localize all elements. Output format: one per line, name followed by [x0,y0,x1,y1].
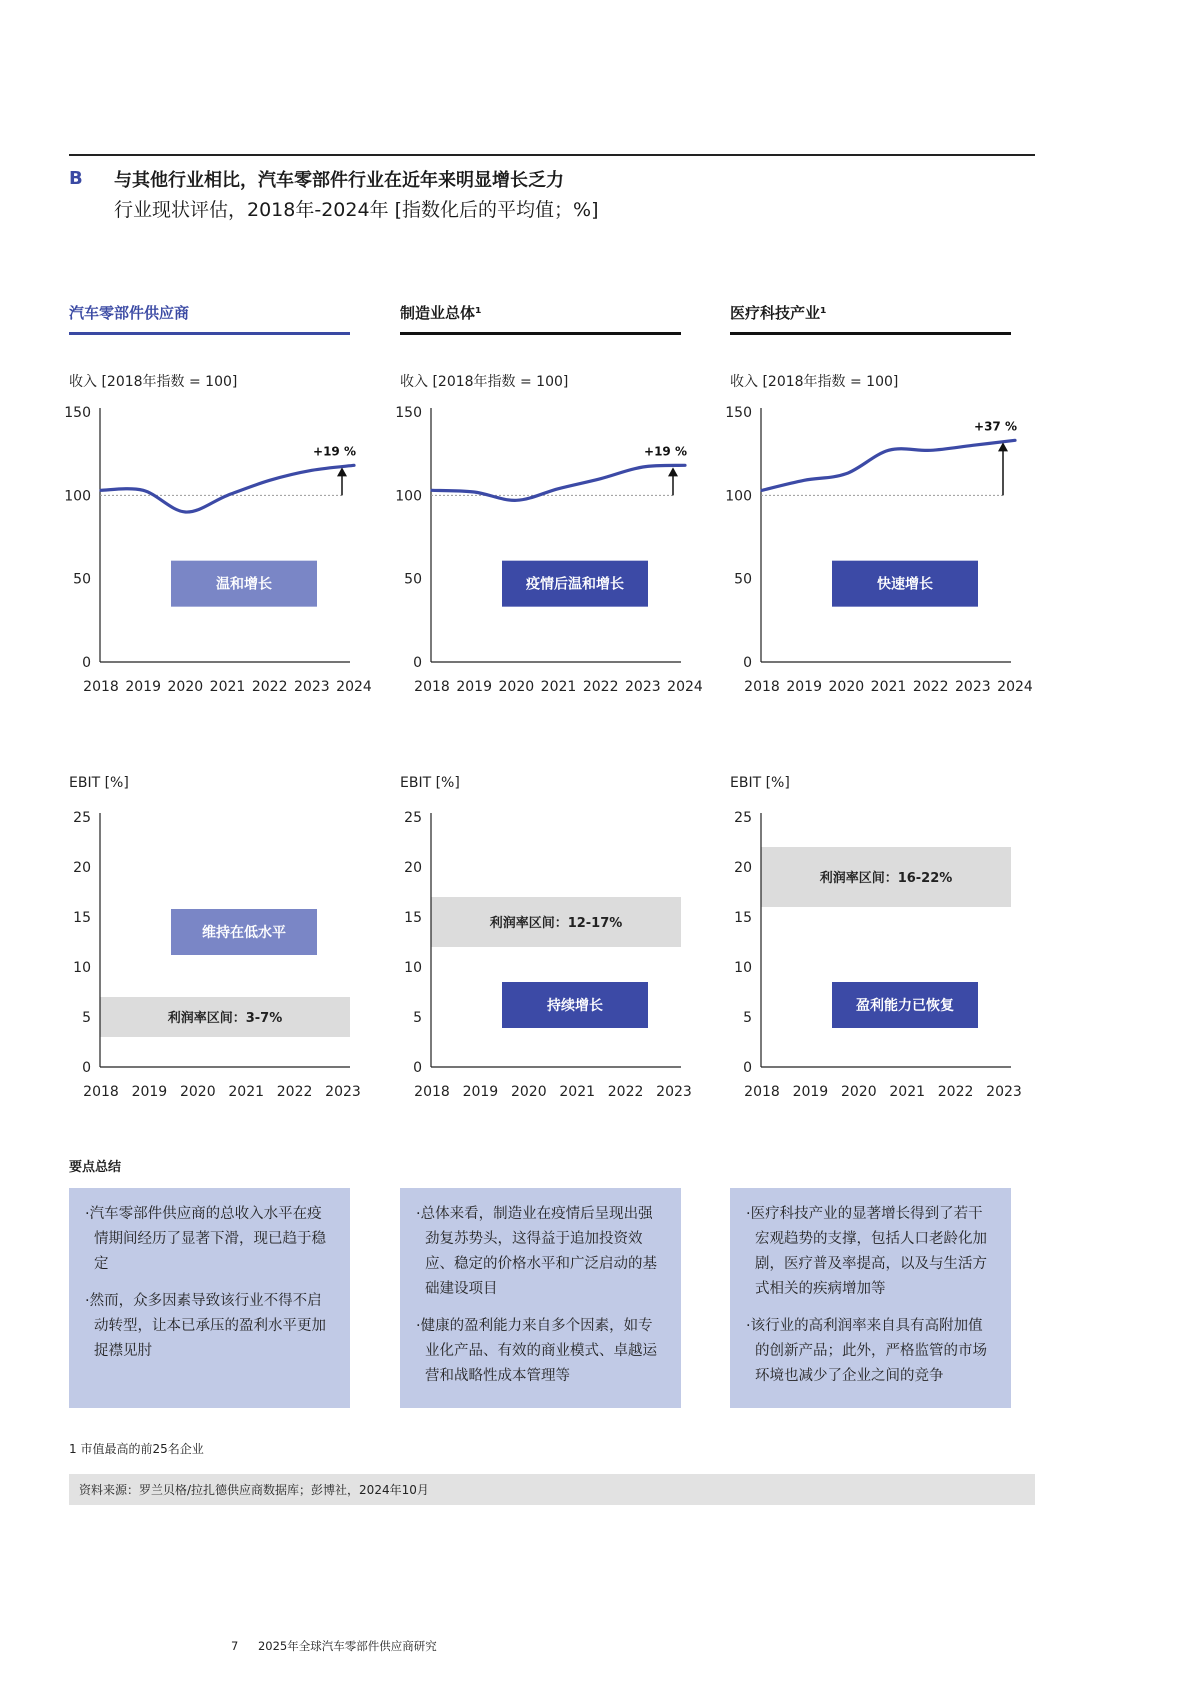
x-tick-label: 2024 [667,679,703,695]
x-tick-label: 2019 [462,1084,499,1100]
column-rule-medtech [730,332,1011,335]
revenue-chart-auto-suppliers [64,400,400,730]
growth-change-label: +19 % [313,444,356,459]
y-tick-label: 15 [404,910,422,926]
x-tick-label: 2019 [456,679,492,695]
x-tick-label: 2018 [414,679,450,695]
growth-change-label: +19 % [644,444,687,459]
y-tick-label: 100 [64,488,91,505]
revenue-axis-title: 收入 [2018年指数 = 100] [400,374,569,390]
trend-tag-label: 持续增长 [547,998,603,1014]
y-tick-label: 25 [73,810,91,826]
x-tick-label: 2020 [840,1084,877,1100]
x-tick-label: 2021 [540,679,577,695]
growth-arrow-head [337,467,347,476]
y-tick-label: 15 [734,910,752,926]
margin-band-label: 利润率区间：16-22% [819,871,953,886]
y-tick-label: 0 [743,1060,752,1076]
y-tick-label: 0 [82,655,91,671]
trend-tag-label: 疫情后温和增长 [526,576,624,593]
x-tick-label: 2018 [83,679,119,695]
y-tick-label: 10 [73,960,91,976]
source-bar [69,1474,1035,1505]
trend-tag-label: 快速增长 [877,576,933,593]
summary-bullet: ·汽车零部件供应商的总收入水平在疫情期间经历了显著下滑，现已趋于稳定 [85,1206,326,1272]
summary-bullet: ·医疗科技产业的显著增长得到了若干宏观趋势的支撑，包括人口老龄化加剧，医疗普及率提高，以及与生活方式相关的疾病增加等 [746,1206,987,1297]
y-tick-label: 25 [734,810,752,826]
footer-title: 2025年全球汽车零部件供应商研究 [257,1639,437,1653]
x-tick-label: 2022 [276,1084,313,1100]
margin-band-label: 利润率区间：12-17% [489,916,623,931]
revenue-chart-manufacturing [395,400,731,730]
x-tick-label: 2023 [955,679,991,695]
page-number: 7 [231,1639,239,1653]
summary-bullet: ·总体来看，制造业在疫情后呈现出强劲复苏势头，这得益于追加投资效应、稳定的价格水平和广泛启动的基础建设项目 [416,1206,657,1297]
y-tick-label: 100 [725,488,752,505]
revenue-axis-title: 收入 [2018年指数 = 100] [69,374,238,390]
y-tick-label: 5 [743,1010,752,1026]
x-tick-label: 2019 [786,679,822,695]
revenue-axis-title: 收入 [2018年指数 = 100] [730,374,899,390]
x-tick-label: 2019 [131,1084,168,1100]
y-tick-label: 5 [82,1010,91,1026]
y-tick-label: 100 [395,488,422,505]
revenue-series-line [762,440,1015,490]
x-tick-label: 2023 [986,1084,1022,1100]
ebit-axis-title: EBIT [%] [400,775,460,791]
column-heading-auto-suppliers: 汽车零部件供应商 [69,304,190,322]
trend-tag-label: 盈利能力已恢复 [856,998,954,1014]
growth-arrow-head [668,467,678,476]
figure-title: 与其他行业相比，汽车零部件行业在近年来明显增长乏力 [114,170,564,191]
figure-letter: B [69,168,83,189]
summary-bullet: ·然而，众多因素导致该行业不得不启动转型，让本已承压的盈利水平更加捉襟见肘 [85,1293,326,1359]
y-tick-label: 0 [743,655,752,671]
x-tick-label: 2020 [167,679,204,695]
ebit-axis-title: EBIT [%] [69,775,129,791]
growth-change-label: +37 % [974,419,1017,434]
y-tick-label: 10 [404,960,422,976]
x-tick-label: 2023 [294,679,330,695]
ebit-axis-title: EBIT [%] [730,775,790,791]
figure-subtitle: 行业现状评估，2018年-2024年 [指数化后的平均值；%] [114,199,599,221]
x-tick-label: 2024 [336,679,372,695]
y-tick-label: 150 [64,405,91,421]
source-text: 资料来源：罗兰贝格/拉扎德供应商数据库；彭博社，2024年10月 [79,1483,429,1497]
y-tick-label: 50 [73,571,91,588]
revenue-chart-medtech [725,400,1061,730]
x-tick-label: 2022 [912,679,949,695]
summary-box-manufacturing [400,1188,681,1408]
y-tick-label: 25 [404,810,422,826]
x-tick-label: 2020 [510,1084,547,1100]
revenue-series-line [101,465,354,512]
x-tick-label: 2023 [656,1084,692,1100]
top-rule [69,154,1035,156]
column-heading-medtech: 医疗科技产业¹ [730,304,827,322]
footnote: 1 市值最高的前25名企业 [69,1442,204,1456]
column-rule-manufacturing [400,332,681,335]
x-tick-label: 2018 [414,1084,450,1100]
x-tick-label: 2020 [828,679,865,695]
ebit-chart-manufacturing [395,805,731,1135]
y-tick-label: 20 [73,860,91,876]
x-tick-label: 2018 [744,679,780,695]
ebit-chart-auto-suppliers [64,805,400,1135]
y-tick-label: 50 [734,571,752,588]
x-tick-label: 2022 [251,679,288,695]
x-tick-label: 2022 [937,1084,974,1100]
x-tick-label: 2023 [625,679,661,695]
y-tick-label: 150 [395,405,422,421]
summary-box-medtech [730,1188,1011,1408]
x-tick-label: 2018 [83,1084,119,1100]
x-tick-label: 2019 [125,679,161,695]
x-tick-label: 2021 [209,679,246,695]
page-footer [231,1638,437,1654]
x-tick-label: 2021 [889,1084,926,1100]
y-tick-label: 0 [413,1060,422,1076]
x-tick-label: 2024 [997,679,1033,695]
column-rule-auto-suppliers [69,332,350,335]
trend-tag-label: 温和增长 [216,576,272,593]
x-tick-label: 2018 [744,1084,780,1100]
x-tick-label: 2023 [325,1084,361,1100]
summary-label: 要点总结 [69,1160,122,1175]
y-tick-label: 20 [404,860,422,876]
y-tick-label: 15 [73,910,91,926]
y-tick-label: 50 [404,571,422,588]
y-tick-label: 10 [734,960,752,976]
summary-bullet: ·该行业的高利润率来自具有高附加值的创新产品；此外，严格监管的市场环境也减少了企业之间的竞争 [746,1318,987,1384]
y-tick-label: 150 [725,405,752,421]
ebit-chart-medtech [725,805,1061,1135]
x-tick-label: 2020 [179,1084,216,1100]
x-tick-label: 2022 [582,679,619,695]
y-tick-label: 0 [82,1060,91,1076]
x-tick-label: 2022 [607,1084,644,1100]
x-tick-label: 2019 [792,1084,829,1100]
y-tick-label: 20 [734,860,752,876]
x-tick-label: 2021 [870,679,907,695]
y-tick-label: 5 [413,1010,422,1026]
x-tick-label: 2021 [559,1084,596,1100]
summary-bullet: ·健康的盈利能力来自多个因素，如专业化产品、有效的商业模式、卓越运营和战略性成本管理等 [416,1318,657,1384]
x-tick-label: 2020 [498,679,535,695]
summary-box-auto-suppliers [69,1188,350,1408]
trend-tag-label: 维持在低水平 [202,925,286,941]
column-heading-manufacturing: 制造业总体¹ [400,304,482,322]
margin-band-label: 利润率区间：3-7% [167,1011,283,1026]
x-tick-label: 2021 [228,1084,265,1100]
y-tick-label: 0 [413,655,422,671]
